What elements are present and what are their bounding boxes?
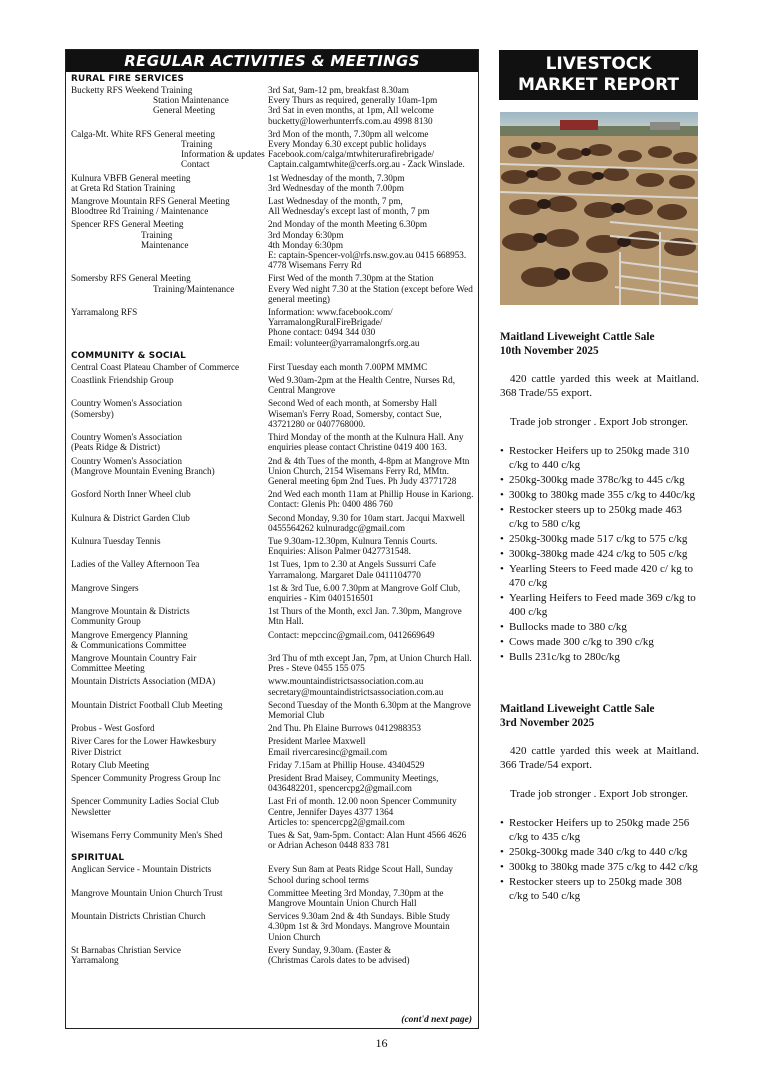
details-line: Every Thurs as required, generally 10am-1pm (268, 95, 438, 106)
sale-title-line: Maitland Liveweight Cattle Sale (500, 703, 655, 715)
market-trend: Trade job stronger . Export Job stronger. (510, 788, 689, 800)
organisation-line: Training (141, 229, 173, 240)
details-line: Every Sunday, 9.30am. (Easter & (268, 944, 392, 955)
activity-details (268, 773, 474, 793)
cattle-sale-report (500, 330, 699, 664)
activity-details (268, 630, 474, 650)
activity-details (268, 307, 474, 348)
price-item: • Cows made 300 c/kg to 390 c/kg (500, 635, 699, 649)
details-line: Last Fri of month. 12.00 noon Spencer Community Centre, Jennifer Dayes 4377 1364 (268, 796, 457, 817)
activity-entry (71, 219, 474, 270)
details-line: Every Sun 8am at Peats Ridge Scout Hall, Sunday School during school terms (268, 864, 454, 885)
regular-activities-panel (65, 49, 479, 1029)
details-line: 2nd & 4th Tues of the month, 4-8pm at Mangrove Mtn Union Church, 2154 Wisemans Ferry Rd, MMtn. General meeting 6pm 2nd Tues. Ph Judy 43771728 (268, 455, 470, 486)
activity-entry (71, 489, 474, 509)
details-line: Phone contact: 0494 344 030 (268, 327, 376, 338)
organisation-line: Somersby RFS General Meeting (71, 273, 191, 284)
activity-entry (71, 945, 474, 965)
activity-entry (71, 307, 474, 348)
activity-organisation (71, 219, 268, 270)
activity-organisation (71, 830, 268, 850)
activity-entry (71, 630, 474, 650)
activity-details (268, 736, 474, 756)
price-item: • Restocker steers up to 250kg made 463 c/kg to 580 c/kg (500, 503, 699, 531)
price-item: • Restocker steers up to 250kg made 308 c/kg to 540 c/kg (500, 875, 699, 903)
activity-organisation (71, 864, 268, 884)
yarding-summary: 420 cattle yarded this week at Maitland. 366 Trade/54 export. (500, 745, 699, 771)
activity-details (268, 796, 474, 827)
activity-organisation (71, 362, 268, 372)
details-line: 2nd Monday of the month Meeting 6.30pm (268, 219, 427, 230)
activity-organisation (71, 375, 268, 395)
activity-organisation (71, 456, 268, 487)
details-line: Services 9.30am 2nd & 4th Sundays. Bible Study 4.30pm 1st & 3rd Mondays. Mangrove Mountain Union Church (268, 911, 450, 942)
organisation-line: Mangrove Mountain Country Fair (71, 652, 197, 663)
activity-entry (71, 129, 474, 170)
organisation-line: Coastlink Friendship Group (71, 375, 174, 386)
organisation-line: Committee Meeting (71, 663, 145, 674)
organisation-line: Spencer RFS General Meeting (71, 219, 184, 230)
activity-organisation (71, 489, 268, 509)
cattle-yard-image (500, 112, 698, 305)
activity-organisation (71, 273, 268, 304)
details-line: E: captain-Spencer-vol@rfs.nsw.gov.au 0415 668953. 4778 Wisemans Ferry Rd (268, 250, 467, 271)
organisation-line: Mangrove Mountain & Districts (71, 606, 190, 617)
details-line: 1st Tues, 1pm to 2.30 at Angels Sussurri Cafe Yarramalong. Margaret Dale 0411104770 (268, 559, 436, 580)
details-line: First Wed of the month 7.30pm at the Station (268, 273, 434, 284)
details-line: www.mountaindistrictsassociation.com.au secretary@mountaindistrictsassociation.com.au (268, 676, 444, 697)
organisation-line: (Mangrove Mountain Evening Branch) (71, 465, 215, 476)
organisation-line: Contact (181, 159, 210, 170)
activity-entry (71, 773, 474, 793)
details-line: Every Wed night 7.30 at the Station (except before Wed general meeting) (268, 283, 473, 304)
activity-entry (71, 830, 474, 850)
activity-entry (71, 398, 474, 429)
activity-organisation (71, 653, 268, 673)
livestock-report-title (499, 50, 698, 100)
activity-entry (71, 536, 474, 556)
sale-date: 3rd November 2025 (500, 717, 595, 729)
price-item: • Bullocks made to 380 c/kg (500, 620, 699, 634)
organisation-line: Central Coast Plateau Chamber of Commerce (71, 361, 240, 372)
activity-organisation (71, 196, 268, 216)
price-item: • Restocker Heifers up to 250kg made 310 c/kg to 440 c/kg (500, 444, 699, 472)
activities-list (66, 72, 478, 965)
details-line: Captain.calgamtwhite@cerfs.org.au - Zack Winslade. (268, 159, 465, 170)
price-item: • 250kg-300kg made 340 c/kg to 440 c/kg (500, 845, 699, 859)
activity-details (268, 830, 474, 850)
price-item: • Yearling Steers to Feed made 420 c/ kg to 470 c/kg (500, 562, 699, 590)
sale-title (500, 702, 699, 730)
activity-entry (71, 273, 474, 304)
details-line: 3rd Thu of mth except Jan, 7pm, at Union Church Hall. Pres - Steve 0455 155 075 (268, 652, 472, 674)
sale-date: 10th November 2025 (500, 345, 599, 357)
cattle-yard-photo (500, 112, 698, 305)
organisation-line: Calga-Mt. White RFS General meeting (71, 128, 215, 139)
price-item: • Bulls 231c/kg to 280c/kg (500, 650, 699, 664)
organisation-line: Bloodtree Rd Training / Maintenance (71, 206, 209, 217)
continued-note: (cont'd next page) (401, 1015, 472, 1025)
organisation-line: Rotary Club Meeting (71, 759, 150, 770)
sale-title-line: Maitland Liveweight Cattle Sale (500, 331, 655, 343)
activity-entry (71, 559, 474, 579)
activity-details (268, 723, 474, 733)
organisation-line: (Peats Ridge & District) (71, 442, 161, 453)
activity-organisation (71, 945, 268, 965)
activity-details (268, 864, 474, 884)
organisation-line: Spencer Community Progress Group Inc (71, 772, 221, 783)
activity-details (268, 945, 474, 965)
organisation-line: Kulnura VBFB General meeting (71, 172, 191, 183)
details-line: 1st & 3rd Tue, 6.00 7.30pm at Mangrove Golf Club, enquiries - Kim 0401516501 (268, 582, 461, 603)
activity-entry (71, 723, 474, 733)
activity-organisation (71, 888, 268, 908)
activity-details (268, 173, 474, 193)
details-line: Contact: mepccinc@gmail.com, 0412669649 (268, 629, 435, 640)
details-line: 4th Monday 6:30pm (268, 239, 344, 250)
organisation-line: Community Group (71, 616, 141, 627)
details-line: Email: volunteer@yarramalongrfs.org.au (268, 337, 420, 348)
section-title: SPIRITUAL (71, 853, 125, 864)
activity-details (268, 85, 474, 126)
yarding-summary: 420 cattle yarded this week at Maitland. 368 Trade/55 export. (500, 373, 699, 399)
organisation-line: River District (71, 746, 122, 757)
details-line: Last Wednesday of the month, 7 pm, (268, 196, 403, 207)
activity-entry (71, 375, 474, 395)
details-line: Tues & Sat, 9am-5pm. Contact: Alan Hunt 4566 4626 or Adrian Acheson 0448 833 781 (268, 830, 467, 851)
activity-entry (71, 85, 474, 126)
organisation-line: Spencer Community Ladies Social Club (71, 796, 220, 807)
details-line: Tue 9.30am-12.30pm, Kulnura Tennis Courts. Enquiries: Alison Palmer 0427731548. (268, 535, 438, 557)
activity-organisation (71, 630, 268, 650)
organisation-line: Station Maintenance (153, 95, 229, 106)
activity-details (268, 760, 474, 770)
livestock-title-line2: MARKET REPORT (517, 75, 679, 95)
details-line: Third Monday of the month at the Kulnura Hall. Any enquiries please contact Christine 0419 400 163. (268, 432, 464, 453)
details-line: Articles to: spencercpg2@gmail.com (268, 816, 405, 827)
regular-activities-title: REGULAR ACTIVITIES & MEETINGS (66, 50, 478, 72)
details-line: 3rd Wednesday of the month 7.00pm (268, 182, 404, 193)
details-line: bucketty@lowerhunterrfs.com.au 4998 8130 (268, 115, 433, 126)
market-trend: Trade job stronger . Export Job stronger. (510, 416, 689, 428)
organisation-line: Bucketty RFS Weekend Training (71, 85, 193, 95)
activity-entry (71, 676, 474, 696)
activity-organisation (71, 129, 268, 170)
organisation-line: Yarramalong RFS (71, 307, 138, 318)
organisation-line: Probus - West Gosford (71, 723, 155, 734)
activity-details (268, 700, 474, 720)
organisation-line: Wisemans Ferry Community Men's Shed (71, 830, 223, 840)
activity-organisation (71, 559, 268, 579)
activity-details (268, 398, 474, 429)
activity-organisation (71, 173, 268, 193)
organisation-line: Mangrove Singers (71, 582, 139, 593)
organisation-line: Mountain District Football Club Meeting (71, 699, 223, 710)
activity-details (268, 911, 474, 942)
section-title: COMMUNITY & SOCIAL (71, 350, 186, 361)
organisation-line: Gosford North Inner Wheel club (71, 489, 191, 500)
activity-entry (71, 513, 474, 533)
price-list (500, 444, 699, 664)
page-number: 16 (375, 1036, 388, 1050)
activity-details (268, 362, 474, 372)
activity-entry (71, 456, 474, 487)
organisation-line: General Meeting (153, 105, 215, 116)
details-line: Friday 7.15am at Phillip House. 43404529 (268, 759, 425, 770)
activity-details (268, 513, 474, 533)
sale-title (500, 330, 699, 358)
details-line: 3rd Mon of the month, 7.30pm all welcome (268, 128, 429, 139)
organisation-line: Information & updates (181, 149, 265, 160)
organisation-line: Country Women's Association (71, 432, 182, 443)
activity-organisation (71, 736, 268, 756)
activity-details (268, 196, 474, 216)
details-line: Committee Meeting 3rd Monday, 7.30pm at the Mangrove Mountain Union Church Hall (268, 887, 444, 909)
activity-details (268, 375, 474, 395)
details-line: Wed 9.30am-2pm at the Health Centre, Nurses Rd, Central Mangrove (268, 375, 456, 396)
activity-entry (71, 653, 474, 673)
organisation-line: Mountain Districts Association (MDA) (71, 676, 216, 687)
details-line: 1st Wednesday of the month, 7.30pm (268, 172, 405, 183)
organisation-line: Kulnura & District Garden Club (71, 512, 190, 523)
organisation-line: Maintenance (141, 239, 189, 250)
price-item: • 250kg-300kg made 517 c/kg to 575 c/kg (500, 532, 699, 546)
details-line: 1st Thurs of the Month, excl Jan. 7.30pm, Mangrove Mtn Hall. (268, 606, 462, 627)
organisation-line: Yarramalong (71, 955, 119, 966)
details-line: 3rd Sat in even months, at 1pm, All welcome (268, 105, 434, 116)
activity-organisation (71, 676, 268, 696)
livestock-report-column (500, 330, 699, 904)
price-item: • 300kg to 380kg made 375 c/kg to 442 c/kg (500, 860, 699, 874)
organisation-line: Kulnura Tuesday Tennis (71, 535, 161, 546)
activity-organisation (71, 606, 268, 626)
activity-organisation (71, 773, 268, 793)
activity-entry (71, 736, 474, 756)
activity-details (268, 219, 474, 270)
details-line: Email rivercaresinc@gmail.com (268, 746, 388, 757)
activity-entry (71, 864, 474, 884)
activity-entry (71, 888, 474, 908)
activity-details (268, 559, 474, 579)
activity-organisation (71, 700, 268, 720)
section-title: RURAL FIRE SERVICES (71, 74, 185, 84)
activity-details (268, 676, 474, 696)
details-line: Second Wed of each month, at Somersby Hall Wiseman's Ferry Road, Somersby, contact Sue, 43721280 or 0407768000. (268, 398, 442, 429)
details-line: Second Monday, 9.30 for 10am start. Jacqui Maxwell 0455564262 kulnuradgc@gmail.com (268, 512, 465, 533)
activity-entry (71, 362, 474, 372)
livestock-title-line1: LIVESTOCK (545, 54, 652, 74)
organisation-line: Mangrove Mountain RFS General Meeting (71, 196, 230, 207)
activity-organisation (71, 307, 268, 348)
details-line: Second Tuesday of the Month 6.30pm at the Mangrove Memorial Club (268, 699, 471, 720)
activity-entry (71, 173, 474, 193)
organisation-line: Mangrove Emergency Planning (71, 629, 188, 640)
organisation-line: (Somersby) (71, 408, 114, 419)
activity-organisation (71, 583, 268, 603)
activity-organisation (71, 723, 268, 733)
details-line: 3rd Monday 6:30pm (268, 229, 344, 240)
organisation-line: Mountain Districts Christian Church (71, 911, 206, 922)
activity-details (268, 583, 474, 603)
organisation-line: Ladies of the Valley Afternoon Tea (71, 559, 200, 570)
organisation-line: at Greta Rd Station Training (71, 182, 176, 193)
activity-entry (71, 760, 474, 770)
activity-details (268, 456, 474, 487)
activity-details (268, 489, 474, 509)
price-item: • 300kg to 380kg made 355 c/kg to 440c/kg (500, 488, 699, 502)
price-list (500, 816, 699, 903)
organisation-line: St Barnabas Christian Service (71, 944, 181, 955)
details-line: 3rd Sat, 9am-12 pm, breakfast 8.30am (268, 85, 409, 95)
details-line: First Tuesday each month 7.00PM MMMC (268, 361, 428, 372)
activity-details (268, 606, 474, 626)
details-line: 2nd Wed each month 11am at Phillip House in Kariong. Contact: Glenis Ph: 0400 486 760 (268, 489, 474, 510)
activity-details (268, 653, 474, 673)
activity-entry (71, 432, 474, 452)
price-item: • Yearling Heifers to Feed made 369 c/kg to 400 c/kg (500, 591, 699, 619)
cattle-sale-report (500, 702, 699, 903)
organisation-line: Anglican Service - Mountain Districts (71, 864, 212, 875)
activity-entry (71, 700, 474, 720)
activity-organisation (71, 911, 268, 942)
details-line: (Christmas Carols dates to be advised) (268, 955, 410, 966)
activity-details (268, 888, 474, 908)
activity-details (268, 273, 474, 304)
activity-entry (71, 911, 474, 942)
details-line: 2nd Thu. Ph Elaine Burrows 0412988353 (268, 723, 421, 734)
activity-entry (71, 196, 474, 216)
details-line: Facebook.com/calga/mtwhiterurafirebrigade/ (268, 149, 435, 160)
activity-entry (71, 606, 474, 626)
activity-details (268, 432, 474, 452)
activity-organisation (71, 796, 268, 827)
price-item: • Restocker Heifers up to 250kg made 256 c/kg to 435 c/kg (500, 816, 699, 844)
details-line: All Wednesday's except last of month, 7 pm (268, 206, 430, 217)
activity-organisation (71, 398, 268, 429)
price-item: • 300kg-380kg made 424 c/kg to 505 c/kg (500, 547, 699, 561)
activity-entry (71, 583, 474, 603)
activity-organisation (71, 85, 268, 126)
activity-organisation (71, 536, 268, 556)
details-line: Information: www.facebook.com/ YarramalongRuralFireBrigade/ (268, 307, 393, 328)
organisation-line: Training (181, 139, 213, 150)
organisation-line: River Cares for the Lower Hawkesbury (71, 736, 217, 747)
price-item: • 250kg-300kg made 378c/kg to 445 c/kg (500, 473, 699, 487)
organisation-line: Training/Maintenance (153, 283, 235, 294)
details-line: President Brad Maisey, Community Meetings, 0436482201, spencercpg2@gmail.com (268, 772, 439, 794)
organisation-line: Country Women's Association (71, 455, 182, 466)
activity-details (268, 129, 474, 170)
activity-organisation (71, 432, 268, 452)
organisation-line: & Communications Committee (71, 639, 187, 650)
details-line: President Marlee Maxwell (268, 736, 366, 747)
organisation-line: Newsletter (71, 806, 111, 817)
activity-organisation (71, 513, 268, 533)
organisation-line: Country Women's Association (71, 398, 182, 409)
activity-details (268, 536, 474, 556)
organisation-line: Mangrove Mountain Union Church Trust (71, 887, 223, 898)
details-line: Every Monday 6.30 except public holidays (268, 139, 427, 150)
activity-organisation (71, 760, 268, 770)
activity-entry (71, 796, 474, 827)
